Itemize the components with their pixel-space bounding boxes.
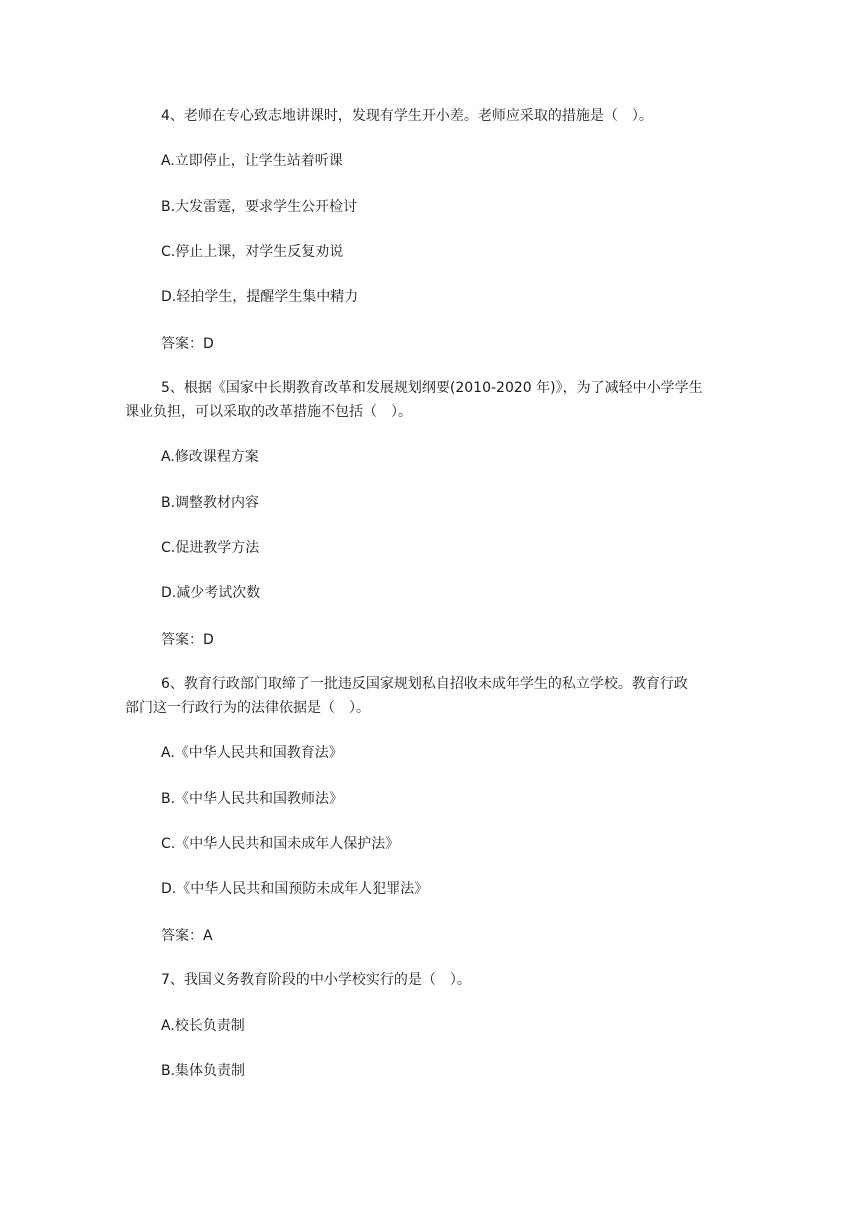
question-4-option-b: B.大发雷霆，要求学生公开检讨 (161, 199, 358, 215)
question-4-option-c: C.停止上课，对学生反复劝说 (161, 244, 344, 260)
question-5-answer: 答案：D (161, 632, 214, 648)
question-4-option-a: A.立即停止，让学生站着听课 (161, 153, 343, 169)
question-6-answer: 答案：A (161, 928, 213, 944)
question-4-stem: 4、老师在专心致志地讲课时，发现有学生开小差。老师应采取的措施是（ ）。 (161, 108, 653, 124)
question-5-option-d: D.减少考试次数 (161, 585, 261, 601)
question-6-option-b: B.《中华人民共和国教师法》 (161, 791, 344, 807)
question-6-option-a: A.《中华人民共和国教育法》 (161, 745, 343, 761)
question-4-answer: 答案：D (161, 336, 214, 352)
question-7-option-a: A.校长负责制 (161, 1018, 245, 1034)
question-5-option-b: B.调整教材内容 (161, 495, 260, 511)
question-6-option-c: C.《中华人民共和国未成年人保护法》 (161, 836, 400, 852)
question-4-option-d: D.轻拍学生，提醒学生集中精力 (161, 289, 359, 305)
question-7-stem: 7、我国义务教育阶段的中小学校实行的是（ ）。 (161, 972, 471, 988)
question-7-option-b: B.集体负责制 (161, 1063, 246, 1079)
question-5-stem-line-1: 5、根据《国家中长期教育改革和发展规划纲要(2010-2020 年)》，为了减轻中小学学生 (161, 380, 703, 396)
question-5-stem-line-2: 课业负担，可以采取的改革措施不包括（ ）。 (125, 404, 412, 420)
question-5-option-a: A.修改课程方案 (161, 449, 259, 465)
question-6-stem-line-1: 6、教育行政部门取缔了一批违反国家规划私自招收未成年学生的私立学校。教育行政 (161, 676, 688, 692)
question-6-stem-line-2: 部门这一行政行为的法律依据是（ ）。 (125, 700, 370, 716)
question-5-option-c: C.促进教学方法 (161, 540, 260, 556)
question-6-option-d: D.《中华人民共和国预防未成年人犯罪法》 (161, 881, 429, 897)
